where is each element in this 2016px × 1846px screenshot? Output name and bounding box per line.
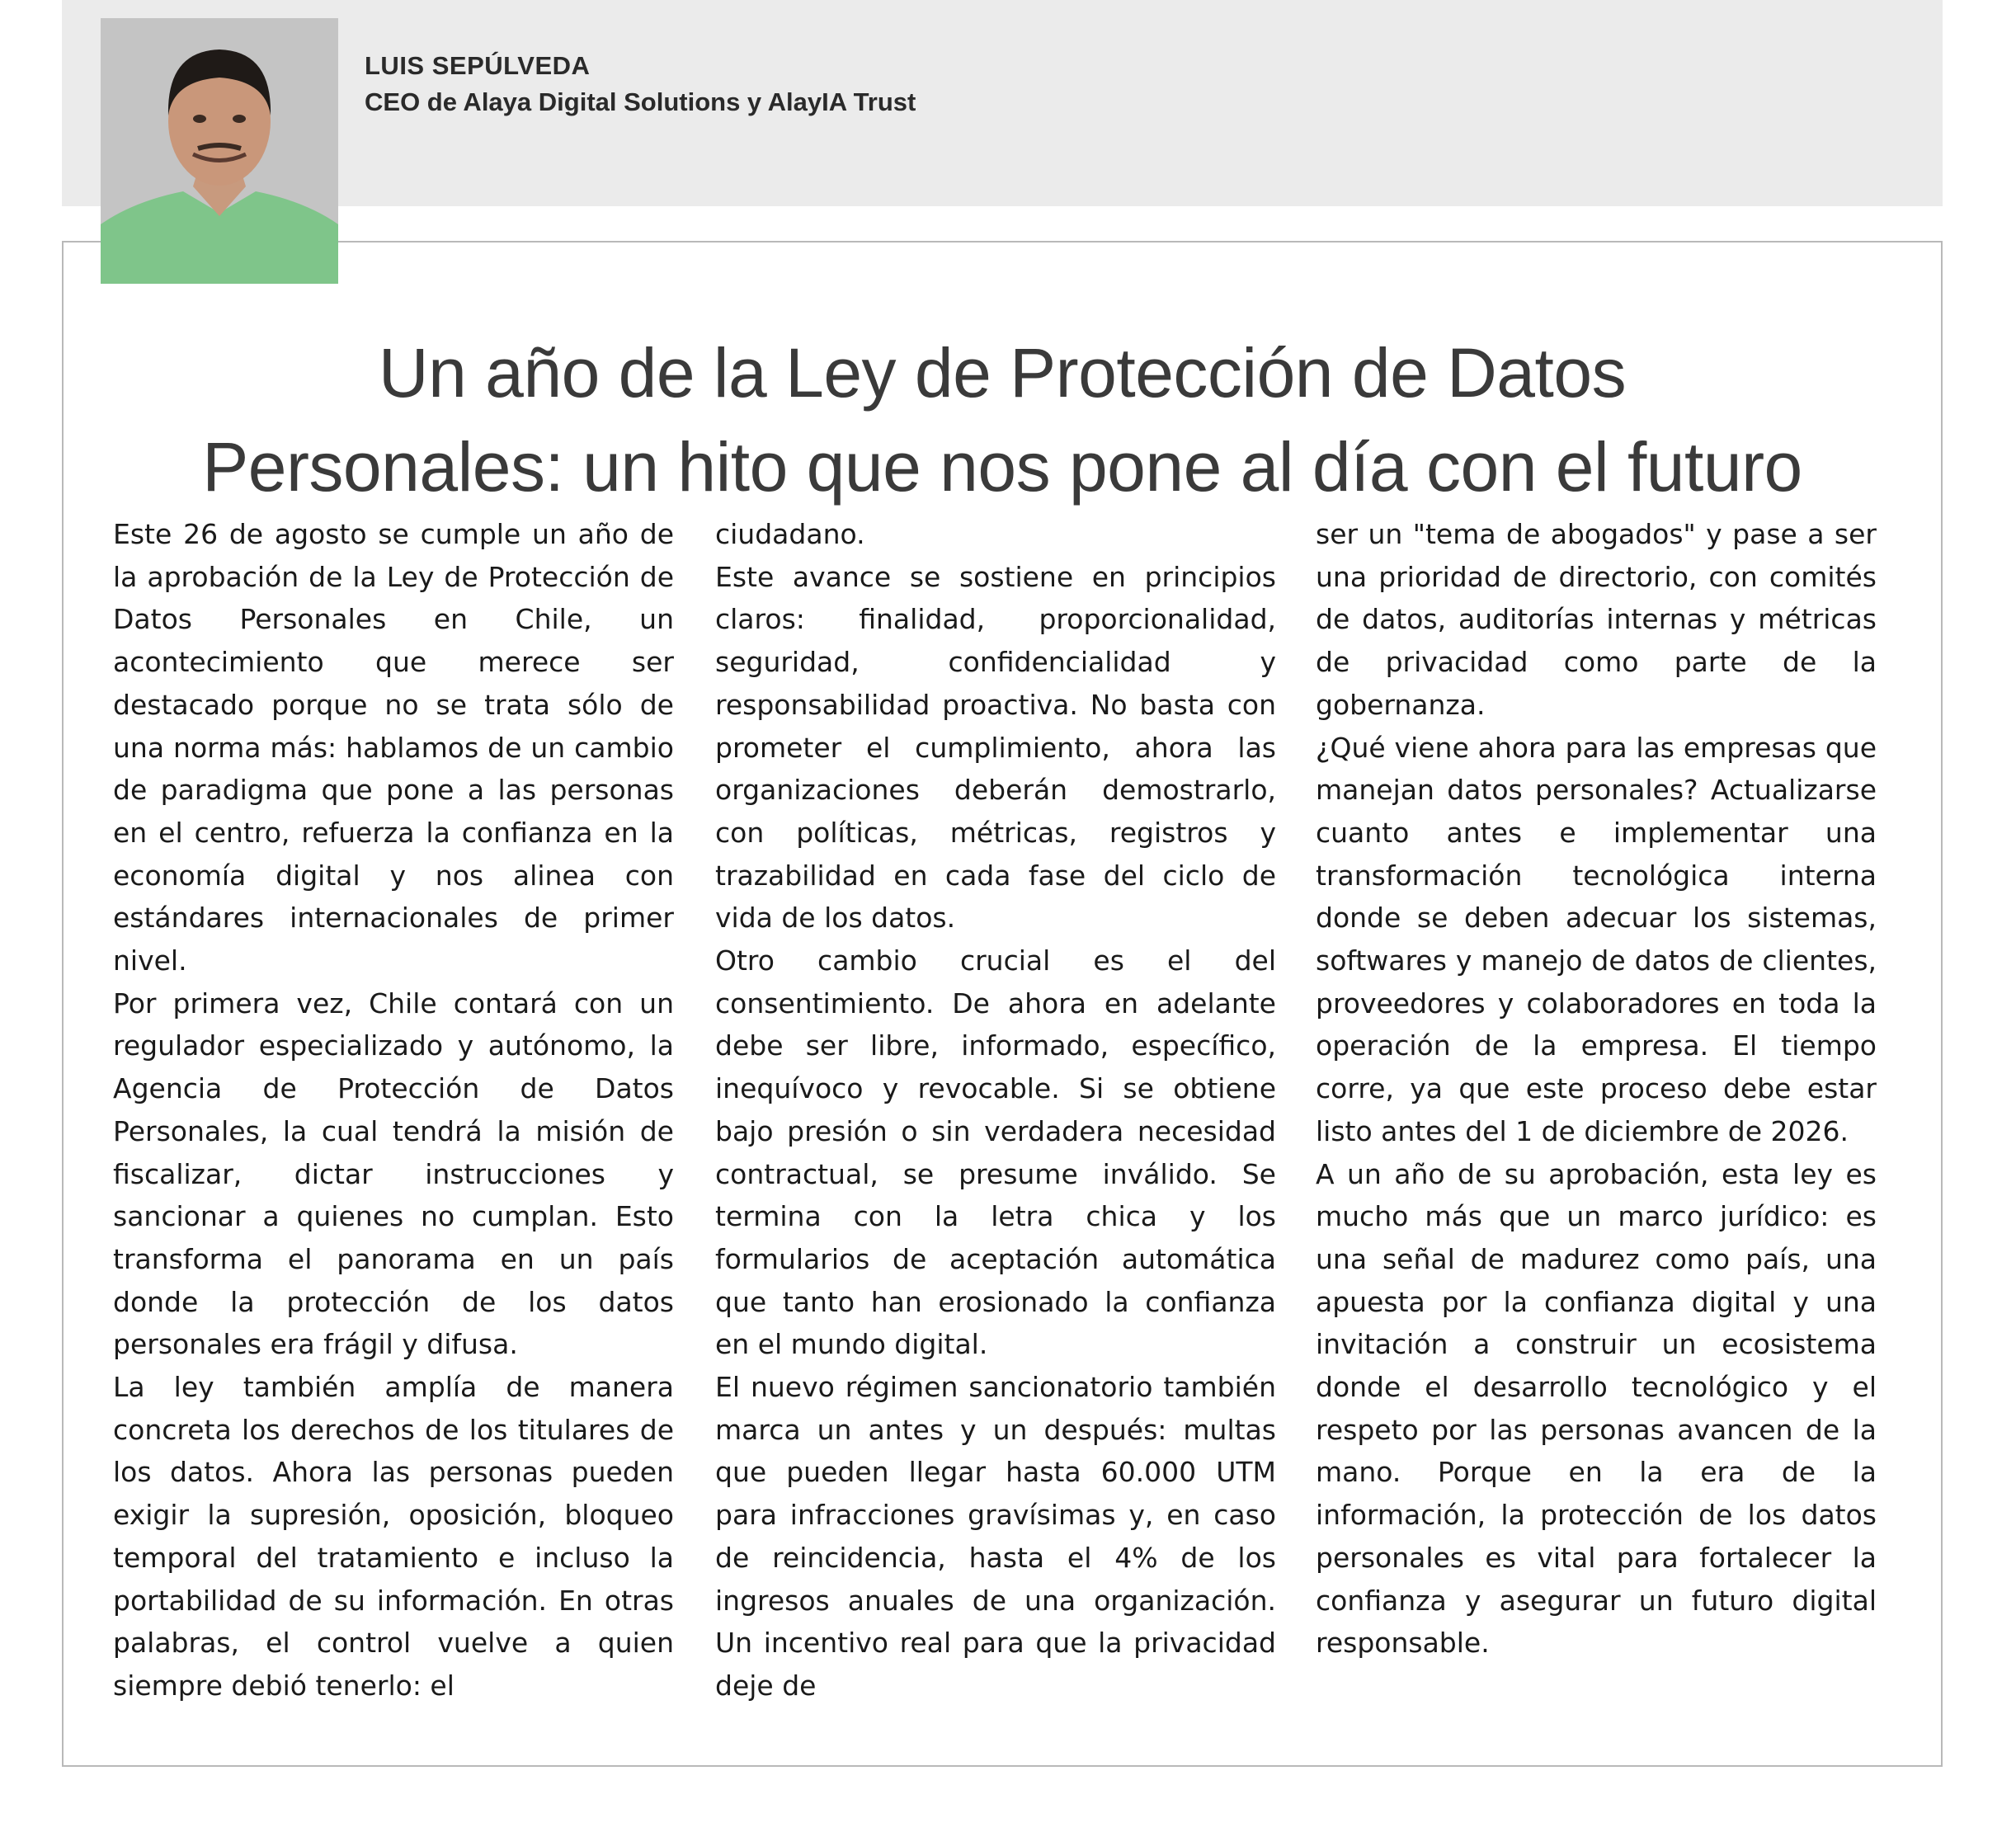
headline-line-1: Un año de la Ley de Protección de Datos bbox=[378, 334, 1627, 412]
paragraph: A un año de su aprobación, esta ley es mucho más que un marco jurídico: es una señal de madurez como país, una apuesta por la confianza digital y una invitación a construir un ecosistema donde el desarrollo tecnológico y el respeto por las personas avancen de la mano. Porque en la era de la información, la protección de los datos personales es vital para fortalecer la confianza y asegurar un futuro digital responsable. bbox=[1316, 1157, 1877, 1660]
paragraph: ciudadano. bbox=[715, 518, 865, 550]
author-header-band bbox=[62, 0, 1943, 206]
paragraph: La ley también amplía de manera concreta los derechos de los titulares de los datos. Ahora las personas pueden exigir la supresión, oposición, bloqueo temporal del tratamiento e incluso la portabilidad de su información. En otras palabras, el control vuelve a quien siempre debió tenerlo: el bbox=[113, 1371, 674, 1702]
paragraph: Este avance se sostiene en principios claros: finalidad, proporcionalidad, seguridad, confidencialidad y responsabilidad proactiva. No basta con prometer el cumplimiento, ahora las organizaciones deberán demostrarlo, con políticas, métricas, registros y trazabilidad en cada fase del ciclo de vida de los datos. bbox=[715, 560, 1276, 935]
paragraph: El nuevo régimen sancionatorio también marca un antes y un después: multas que pueden llegar hasta 60.000 UTM para infracciones gravísimas y, en caso de reincidencia, hasta el 4% de los ingresos anuales de una organización. Un incentivo real para que la privacidad deje de bbox=[715, 1371, 1276, 1702]
author-name: LUIS SEPÚLVEDA bbox=[365, 51, 591, 80]
paragraph: ser un "tema de abogados" y pase a ser una prioridad de directorio, con comités de datos, auditorías internas y métricas de privacidad como parte de la gobernanza. bbox=[1316, 518, 1877, 721]
author-portrait-icon bbox=[101, 18, 338, 284]
article-column-3 bbox=[1316, 513, 1877, 1665]
paragraph: ¿Qué viene ahora para las empresas que manejan datos personales? Actualizarse cuanto antes e implementar una transformación tecnológica interna donde se deben adecuar los sistemas, softwares y manejo de datos de clientes, proveedores y colaboradores en toda la operación de la empresa. El tiempo corre, ya que este proceso debe estar listo antes del 1 de diciembre de 2026. bbox=[1316, 731, 1877, 1147]
article-headline bbox=[62, 326, 1943, 514]
paragraph: Este 26 de agosto se cumple un año de la aprobación de la Ley de Protección de Datos Personales en Chile, un acontecimiento que merece ser destacado porque no se trata sólo de una norma más: hablamos de un cambio de paradigma que pone a las personas en el centro, refuerza la confianza en la economía digital y nos alinea con estándares internacionales de primer nivel. bbox=[113, 518, 674, 977]
paragraph: Por primera vez, Chile contará con un regulador especializado y autónomo, la Agencia de Protección de Datos Personales, la cual tendrá la misión de fiscalizar, dictar instrucciones y sancionar a quienes no cumplan. Esto transforma el panorama en un país donde la protección de los datos personales era frágil y difusa. bbox=[113, 987, 674, 1361]
article-column-1 bbox=[113, 513, 674, 1707]
paragraph: Otro cambio crucial es el del consentimiento. De ahora en adelante debe ser libre, informado, específico, inequívoco y revocable. Si se obtiene bajo presión o sin verdadera necesidad contractual, se presume inválido. Se termina con la letra chica y los formularios de aceptación automática que tanto han erosionado la confianza en el mundo digital. bbox=[715, 944, 1276, 1361]
article-column-2 bbox=[715, 513, 1276, 1707]
author-role: CEO de Alaya Digital Solutions y AlayIA Trust bbox=[365, 87, 916, 116]
author-photo bbox=[101, 18, 338, 284]
headline-line-2: Personales: un hito que nos pone al día con el futuro bbox=[202, 428, 1802, 506]
